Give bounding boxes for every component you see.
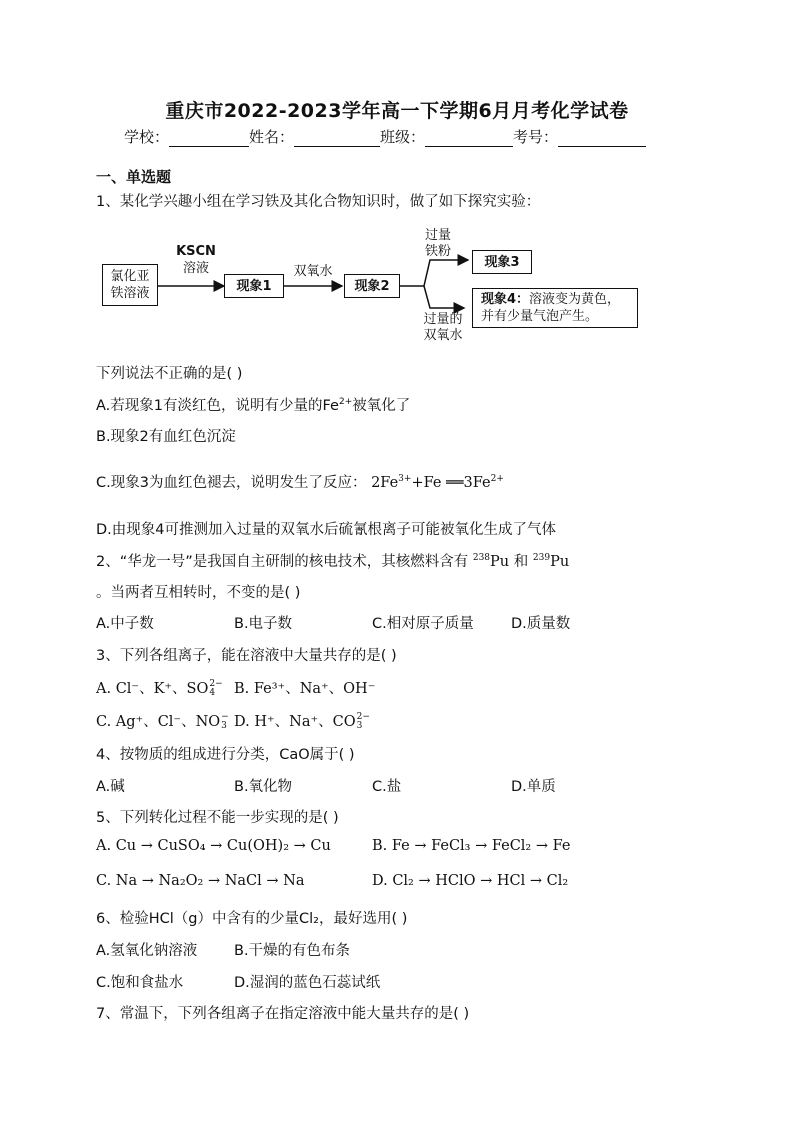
q2-iso2-mass: 239 bbox=[532, 553, 551, 563]
q2-and: 和 bbox=[513, 554, 529, 570]
q1-option-c bbox=[96, 471, 504, 492]
phen4-text-1: 溶液变为黄色， bbox=[529, 292, 621, 307]
phen4-title: 现象4： bbox=[481, 292, 530, 307]
q4-option-c: C.盐 bbox=[372, 779, 402, 795]
school-blank[interactable] bbox=[169, 130, 249, 147]
class-blank[interactable] bbox=[425, 130, 513, 147]
q3-option-d bbox=[234, 710, 370, 731]
section-title: 一、单选题 bbox=[96, 168, 172, 186]
q3-option-b: B. Fe³⁺、Na⁺、OH⁻ bbox=[234, 681, 376, 697]
q4-option-d: D.单质 bbox=[511, 779, 556, 795]
page-title: 重庆市2022-2023学年高一下学期6月月考化学试卷 bbox=[165, 100, 629, 122]
name-blank[interactable] bbox=[294, 130, 380, 147]
start-line-2: 铁溶液 bbox=[110, 286, 150, 301]
q1-option-b: B.现象2有血红色沉淀 bbox=[96, 429, 236, 445]
q2-stem-line bbox=[96, 550, 569, 571]
q2-iso2-symbol: Pu bbox=[550, 554, 570, 570]
q2-option-d: D.质量数 bbox=[511, 616, 571, 632]
q1-c-eq-sup2: 2+ bbox=[490, 474, 504, 484]
q1-c-eq-sup1: 3+ bbox=[398, 474, 412, 484]
q3-d-sub: 3 bbox=[356, 721, 363, 731]
q1-c-text: C.现象3为血红色褪去，说明发生了反应： bbox=[96, 475, 367, 491]
q3-a-charge bbox=[209, 680, 222, 698]
phen4-box bbox=[472, 288, 638, 328]
q3-c-text: C. Ag⁺、Cl⁻、NO bbox=[96, 714, 221, 730]
q1-flow-diagram bbox=[96, 222, 656, 352]
q3-a-sup: 2− bbox=[209, 679, 223, 689]
q3-a-text: A. Cl⁻、K⁺、SO bbox=[96, 681, 209, 697]
exam-no-blank[interactable] bbox=[558, 130, 646, 147]
phen4-text-2: 并有少量气泡产生。 bbox=[481, 309, 599, 324]
q3-option-a bbox=[96, 677, 223, 698]
start-line-1: 氯化亚 bbox=[110, 269, 150, 284]
q4-stem: 4、按物质的组成进行分类，CaO属于( ) bbox=[96, 747, 355, 763]
class-label: 班级： bbox=[380, 128, 426, 146]
reagent3-line-2: 铁粉 bbox=[424, 244, 451, 259]
q2-isotope-2 bbox=[533, 554, 569, 570]
exam-no-label: 考号： bbox=[513, 128, 559, 146]
q3-d-text: D. H⁺、Na⁺、CO bbox=[234, 714, 356, 730]
q1-a-text: A.若现象1有淡红色，说明有少量的Fe bbox=[96, 398, 339, 414]
q5-option-d: D. Cl₂ → HClO → HCl → Cl₂ bbox=[372, 873, 569, 889]
start-box bbox=[102, 264, 158, 306]
q7-stem: 7、常温下，下列各组离子在指定溶液中能大量共存的是( ) bbox=[96, 1006, 470, 1022]
q2-stem-2: 。当两者互相转时，不变的是( ) bbox=[96, 585, 301, 601]
arrow-4 bbox=[424, 286, 464, 308]
q3-c-charge bbox=[221, 713, 229, 731]
q6-option-a: A.氢氧化钠溶液 bbox=[96, 943, 198, 959]
arrow-3 bbox=[424, 260, 468, 286]
q6-option-b: B.干燥的有色布条 bbox=[234, 943, 351, 959]
q3-c-sub: 3 bbox=[221, 721, 227, 731]
reagent1-line-1: KSCN bbox=[176, 244, 216, 259]
q2-option-a: A.中子数 bbox=[96, 616, 154, 632]
q1-a-sup: 2+ bbox=[338, 397, 353, 407]
q6-option-d: D.湿润的蓝色石蕊试纸 bbox=[234, 975, 381, 991]
q5-option-a: A. Cu → CuSO₄ → Cu(OH)₂ → Cu bbox=[96, 838, 331, 854]
q1-option-a bbox=[96, 394, 410, 415]
q2-stem: 2、“华龙一号”是我国自主研制的核电技术，其核燃料含有 bbox=[96, 554, 469, 570]
phen1-box: 现象1 bbox=[224, 274, 284, 298]
q6-option-c: C.饱和食盐水 bbox=[96, 975, 184, 991]
q3-d-sup: 2− bbox=[356, 712, 370, 722]
q3-a-sub: 4 bbox=[209, 688, 216, 698]
q4-option-a: A.碱 bbox=[96, 779, 125, 795]
q3-stem: 3、下列各组离子，能在溶液中大量共存的是( ) bbox=[96, 648, 397, 664]
q3-option-c bbox=[96, 710, 229, 731]
q2-isotope-1 bbox=[473, 554, 509, 570]
q3-c-sup: − bbox=[221, 712, 229, 722]
school-label: 学校： bbox=[124, 128, 170, 146]
q5-option-c: C. Na → Na₂O₂ → NaCl → Na bbox=[96, 873, 305, 889]
reagent2-label: 双氧水 bbox=[293, 264, 333, 279]
q2-option-c: C.相对原子质量 bbox=[372, 616, 474, 632]
reagent4-line-2: 双氧水 bbox=[423, 328, 463, 343]
student-info-row bbox=[124, 126, 684, 147]
q1-option-d: D.由现象4可推测加入过量的双氧水后硫氰根离子可能被氧化生成了气体 bbox=[96, 522, 556, 538]
phen2-box: 现象2 bbox=[344, 274, 400, 298]
reagent4-line-1: 过量的 bbox=[423, 312, 463, 327]
q1-stem: 1、某化学兴趣小组在学习铁及其化合物知识时，做了如下探究实验： bbox=[96, 194, 541, 210]
q1-prompt: 下列说法不正确的是( ) bbox=[96, 366, 243, 382]
q1-c-equation bbox=[371, 475, 504, 491]
q6-stem: 6、检验HCl（g）中含有的少量Cl₂，最好选用( ) bbox=[96, 911, 408, 927]
q1-c-eq-part1: 2Fe bbox=[371, 475, 399, 491]
q4-option-b: B.氧化物 bbox=[234, 779, 293, 795]
q2-iso1-mass: 238 bbox=[472, 553, 491, 563]
reagent1-line-2: 溶液 bbox=[182, 261, 209, 276]
q3-d-charge bbox=[357, 713, 370, 731]
name-label: 姓名： bbox=[249, 128, 295, 146]
reagent3-line-1: 过量 bbox=[424, 228, 451, 243]
q2-iso1-symbol: Pu bbox=[490, 554, 510, 570]
phen3-box: 现象3 bbox=[472, 250, 532, 274]
q1-c-eq-mid: +Fe ══3Fe bbox=[411, 475, 491, 491]
q1-a-tail: 被氧化了 bbox=[352, 398, 411, 414]
q5-stem: 5、下列转化过程不能一步实现的是( ) bbox=[96, 810, 339, 826]
q2-option-b: B.电子数 bbox=[234, 616, 293, 632]
q5-option-b: B. Fe → FeCl₃ → FeCl₂ → Fe bbox=[372, 838, 571, 854]
